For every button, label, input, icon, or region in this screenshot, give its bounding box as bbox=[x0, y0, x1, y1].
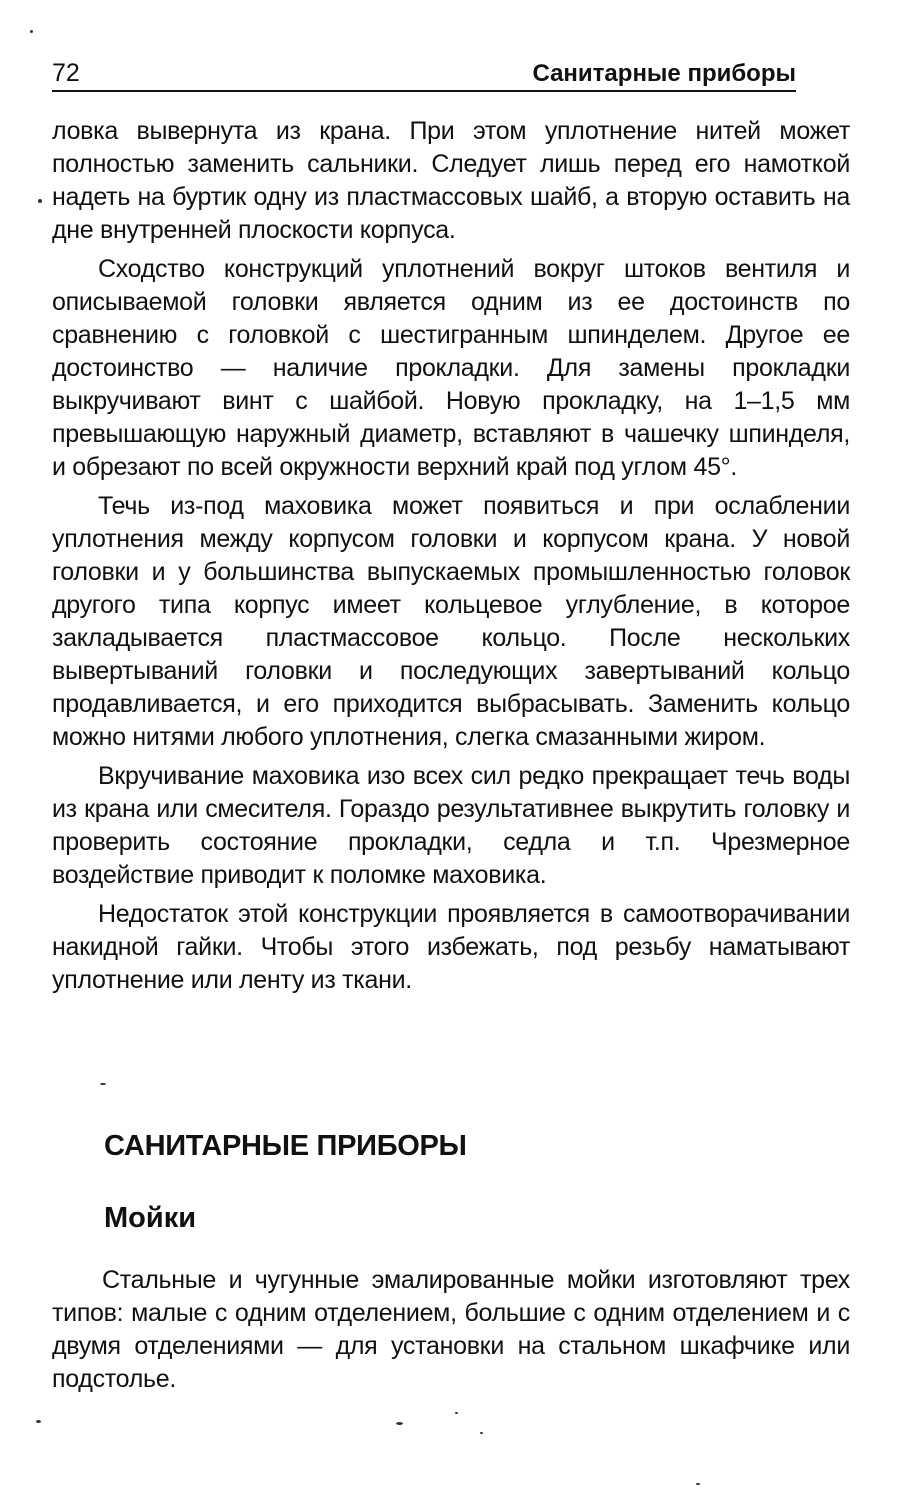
scan-speck bbox=[38, 199, 42, 203]
scan-speck bbox=[30, 30, 33, 33]
scan-speck bbox=[36, 1420, 41, 1423]
paragraph: Течь из-под маховика может появиться и при ослаблении уплотнения между корпусом головки и корпусом крана. У новой головки и у большинства выпускаемых промышленностью головок другого типа корпус имеет кольцевое углубление, в которое закладывается пластмассовое кольцо. После нескольких вывертываний головки и последующих завертываний кольцо продавливается, и его приходится выбрасывать. Заменить кольцо можно нитями любого уплотнения, слегка смазанными жиром. bbox=[52, 492, 850, 751]
section-paragraph: Стальные и чугунные эмалированные мойки изготовляют трех типов: малые с одним отделением, большие с одним отделением и с двумя отделениями — для установки на стальном шкафчике или подстолье. bbox=[52, 1266, 850, 1393]
page-number: 72 bbox=[52, 59, 80, 87]
scan-speck bbox=[100, 1083, 106, 1085]
running-title: Санитарные приборы bbox=[532, 60, 796, 87]
running-header bbox=[52, 58, 796, 92]
paragraph: Недостаток этой конструкции проявляется в самоотворачивании накидной гайки. Чтобы этого избежать, под резьбу наматывают уплотнение или ленту из ткани. bbox=[52, 900, 850, 994]
section-heading: САНИТАРНЫЕ ПРИБОРЫ bbox=[104, 1130, 467, 1162]
sub-heading: Мойки bbox=[104, 1202, 197, 1234]
body-text bbox=[52, 115, 850, 1003]
scan-speck bbox=[480, 1432, 483, 1434]
paragraph-continuation: ловка вывернута из крана. При этом уплотнение нитей может полностью заменить сальники. Следует лишь перед его намоткой надеть на буртик одну из пластмассовых шайб, а вторую оставить на дне внутренней плоскости корпуса. bbox=[52, 117, 850, 244]
scan-speck bbox=[455, 1412, 458, 1414]
paragraph: Сходство конструкций уплотнений вокруг штоков вентиля и описываемой головки является одним из ее достоинств по сравнению с головкой с шестигранным шпинделем. Другое ее достоинство — наличие прокладки. Для замены прокладки выкручивают винт с шайбой. Новую прокладку, на 1–1,5 мм превышающую наружный диаметр, вставляют в чашечку шпинделя, и обрезают по всей окружности верхний край под углом 45°. bbox=[52, 255, 850, 481]
scan-speck bbox=[396, 1422, 403, 1425]
scan-speck bbox=[696, 1483, 700, 1485]
section-text bbox=[52, 1264, 850, 1396]
paragraph: Вкручивание маховика изо всех сил редко прекращает течь воды из крана или смесителя. Гораздо результативнее выкрутить головку и проверить состояние прокладки, седла и т.п. Чрезмерное воздействие приводит к поломке маховика. bbox=[52, 762, 850, 889]
